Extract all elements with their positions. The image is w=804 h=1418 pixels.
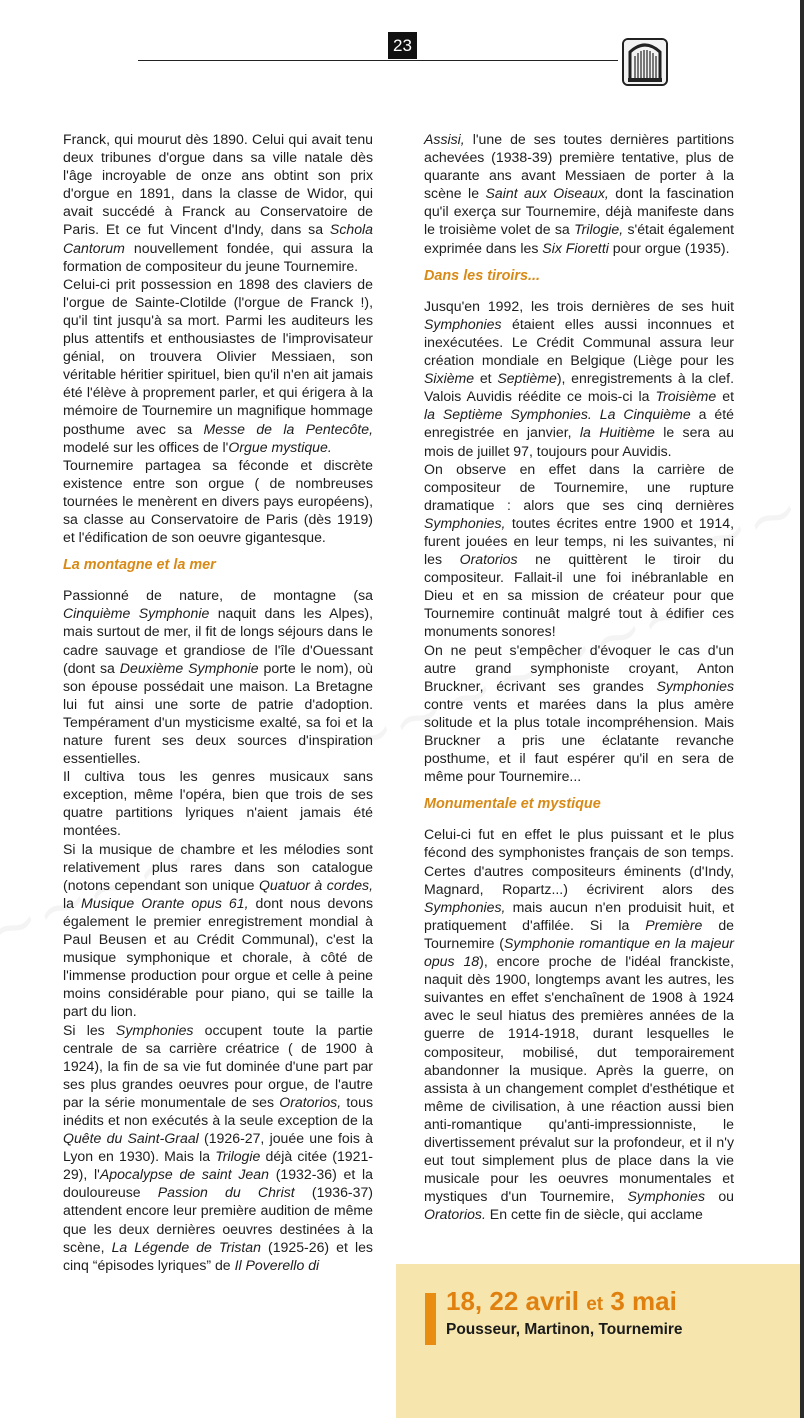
banner-accent-bar [425, 1293, 436, 1345]
left-column [63, 130, 373, 1274]
paragraph: Franck, qui mourut dès 1890. Celui qui avait tenu deux tribunes d'orgue dans sa ville natale dès l'âge incroyable de onze ans obtint son prix d'orgue en 1891, dans la classe de Widor, qui avait succédé à Franck au Conservatoire de Paris. Et ce fut Vincent d'Indy, dans sa Schola Cantorum nouvellement fondée, qui assura la formation de compositeur du jeune Tournemire. [63, 131, 374, 274]
paragraph: Tournemire partagea sa féconde et discrète existence entre son orgue ( de nombreuses tournées le menèrent en divers pays européens), sa classe au Conservatoire de Paris (dès 1919) et l'édification de son oeuvre gigantesque. [63, 456, 373, 546]
paragraph: Jusqu'en 1992, les trois dernières de ses huit Symphonies étaient elles aussi inconnues et inexécutées. Le Crédit Communal assura leur création mondiale en Belgique (Liège pour les Sixième et Septième), enregistrements à la clef. Valois Auvidis réédite ce mois-ci la Troisième et la Septième Symphonies. La Cinquième a été enregistrée en janvier, la Huitième le sera au mois de juillet 97, toujours pour Auvidis. [424, 297, 735, 459]
paragraph: Passionné de nature, de montagne (sa Cinquième Symphonie naquit dans les Alpes), mais surtout de mer, il fit de longs séjours dans le cadre sauvage et grandiose de l'île d'Ouessant (dont sa Deuxième Symphonie porte le nom), où son épouse possédait une maison. La Bretagne lui fut ainsi une sorte de patrie d'adoption. Tempérament d'un mysticisme exalté, sa foi et la nature furent ses deux sources d'inspiration essentielles. [63, 587, 373, 767]
section-heading: Dans les tiroirs... [424, 267, 540, 284]
paragraph: Si la musique de chambre et les mélodies sont relativement plus rares dans son catalogue (notons cependant son unique Quatuor à cordes, la Musique Orante opus 61, dont nous devons également le premier enregistrement mondial à Paul Beusen et au Crédit Communal), c'est la musique symphonique et chorale, à côté de l'immense production pour orgue et celle à peine moins considérable pour piano, qui se taille la part du lion. [63, 840, 373, 1020]
page-edge [800, 0, 804, 1418]
organ-pipes-logo-icon [622, 38, 668, 86]
paragraph: Celui-ci fut en effet le plus puissant et le plus fécond des symphonistes français de son temps. Certes d'autres compositeurs éminents (d'Indy, Magnard, Ropartz...) écrivirent alors des Symphonies, mais aucun n'en produisit huit, et pratiquement d'affilée. Si la Première de Tournemire (Symphonie romantique en la majeur opus 18), encore proche de l'idéal franckiste, naquit dès 1900, longtemps avant les autres, les suivantes en effet s'enchaînent de 1908 à 1924 avec le seul hiatus des premières années de la guerre de 1914-1918, durant lesquelles le compositeur, mobilisé, dut temporairement abandonner la musique. Après la guerre, on assista à un changement complet d'esthétique et même de civilisation, à une réaction aussi bien anti-romantique qu'anti-impressionniste, le divertissement prévalut sur la profondeur, et il n'y eut tout simplement plus de place dans la vie musicale pour les oeuvres monumentales et mystiques d'un Tournemire, Symphonies ou Oratorios. En cette fin de siècle, qui acclame [424, 826, 734, 1223]
section-heading: La montagne et la mer [63, 557, 216, 574]
header-rule [138, 60, 618, 61]
paragraph: On observe en effet dans la carrière de compositeur de Tournemire, une rupture dramatique : alors que ses cinq dernières Symphonies, toutes écrites entre 1900 et 1914, furent jouées en leur temps, ni les suivantes, ni les Oratorios ne quittèrent le tiroir du compositeur. Fallait-il une foi inébranlable en Dieu et en sa mission de créateur pour que Tournemire continuât malgré tout à édifier ces monuments sonores! [424, 460, 734, 640]
paragraph: Il cultiva tous les genres musicaux sans exception, même l'opéra, bien que trois de ses quatre partitions lyriques n'aient jamais été montées. [63, 768, 373, 839]
paragraph: On ne peut s'empêcher d'évoquer le cas d'un autre grand symphoniste croyant, Anton Bruckner, écrivant ses grandes Symphonies contre vents et marées dans la plus amère solitude et la plus totale incompréhension. Mais Bruckner a pris une éclatante revanche posthume, et il faut espérer qu'il en sera de même pour Tournemire... [424, 641, 734, 785]
page-number: 23 [388, 32, 417, 59]
section-heading: Monumentale et mystique [424, 796, 601, 813]
paragraph: Assisi, l'une de ses toutes dernières partitions achevées (1938-39) première tentative, plus de quarante ans avant Messiaen de porter à la scène le Saint aux Oiseaux, dont la fascination qu'il exerça sur Tournemire, déjà manifeste dans le troisième volet de sa Trilogie, s'était également exprimée dans les Six Fioretti pour orgue (1935). [424, 131, 734, 256]
concert-dates: 18, 22 avril et 3 mai [446, 1286, 677, 1316]
paragraph: Si les Symphonies occupent toute la partie centrale de sa carrière créatrice ( de 1900 à 1924), la fin de sa vie fut dominée d'une part par ses plus grandes oeuvres pour orgue, de l'autre par la série monumentale de ses Oratorios, tous inédits et non exécutés à la seule exception de la Quête du Saint-Graal (1926-27, jouée une fois à Lyon en 1930). Mais la Trilogie déjà citée (1921-29), l'Apocalypse de saint Jean (1932-36) et la douloureuse Passion du Christ (1936-37) attendent encore leur première audition de même que les deux dernières oeuvres destinées à la scène, La Légende de Tristan (1925-26) et les cinq “épisodes lyriques” de Il Poverello di [63, 1021, 374, 1273]
right-column [424, 130, 734, 1223]
composer-names: Pousseur, Martinon, Tournemire [446, 1321, 683, 1338]
paragraph: Celui-ci prit possession en 1898 des claviers de l'orgue de Sainte-Clotilde (l'orgue de Franck !), qu'il tint jusqu'à sa mort. Parmi les auditeurs les plus attentifs et enthousiastes de l'improvisateur génial, on trouvera Olivier Messiaen, son véritable héritier spirituel, bien qu'il n'en ait jamais été l'élève à proprement parler, et qui érigera à la mémoire de Tournemire un magnifique hommage posthume avec sa Messe de la Pentecôte, modelé sur les offices de l'Orgue mystique. [63, 275, 373, 455]
